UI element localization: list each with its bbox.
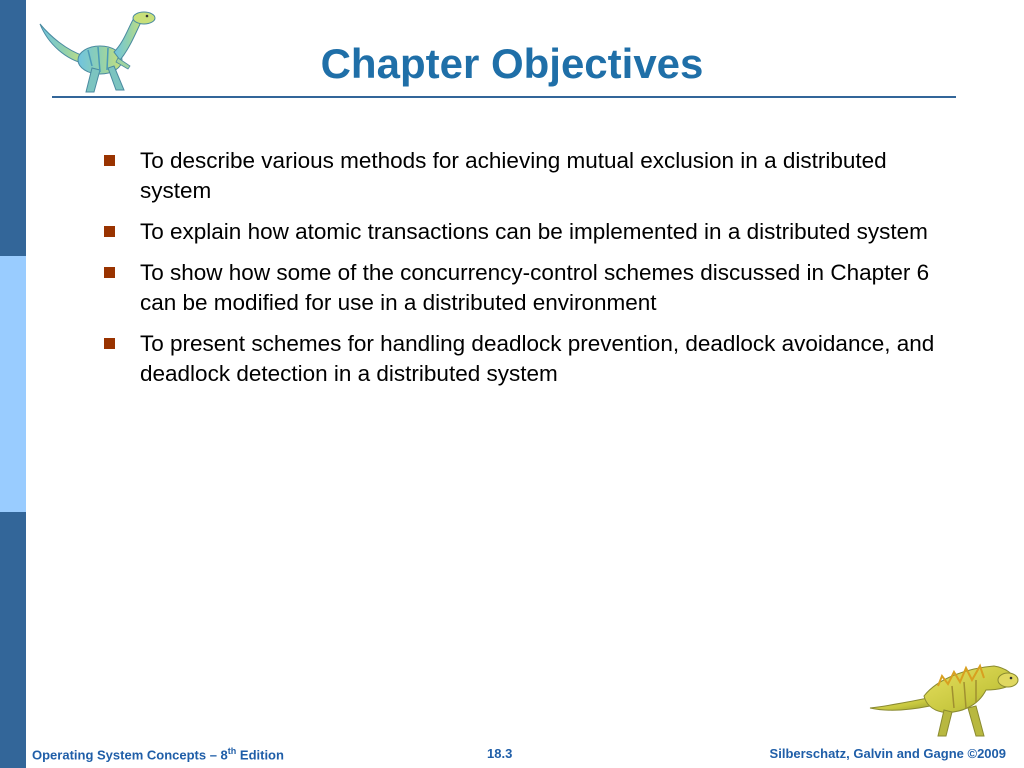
list-item: [102, 217, 942, 247]
footer-page-number: 18.3: [487, 746, 513, 761]
list-item: [102, 329, 942, 389]
bullet-list: [102, 146, 942, 400]
sidebar-stripe-bottom: [0, 512, 26, 768]
sidebar-stripe-middle: [0, 256, 26, 512]
list-item: [102, 258, 942, 318]
square-bullet-icon: [104, 267, 115, 278]
bullet-text: To describe various methods for achieving mutual exclusion in a distributed system: [140, 148, 887, 203]
square-bullet-icon: [104, 226, 115, 237]
bullet-text: To present schemes for handling deadlock prevention, deadlock avoidance, and deadlock detection in a distributed system: [140, 331, 935, 386]
page-title: Chapter Objectives: [320, 40, 704, 87]
bullet-text: To explain how atomic transactions can be implemented in a distributed system: [140, 219, 928, 244]
square-bullet-icon: [104, 155, 115, 166]
dinosaur-icon: [868, 656, 1020, 740]
bullet-text: To show how some of the concurrency-control schemes discussed in Chapter 6 can be modified for use in a distributed environment: [140, 260, 930, 315]
list-item: [102, 146, 942, 206]
sidebar-stripe-top: [0, 0, 26, 256]
title-divider: [52, 96, 956, 98]
footer-book-title: Operating System Concepts – 8th Edition: [32, 746, 284, 763]
square-bullet-icon: [104, 338, 115, 349]
footer-authors: Silberschatz, Galvin and Gagne ©2009: [769, 746, 1006, 761]
